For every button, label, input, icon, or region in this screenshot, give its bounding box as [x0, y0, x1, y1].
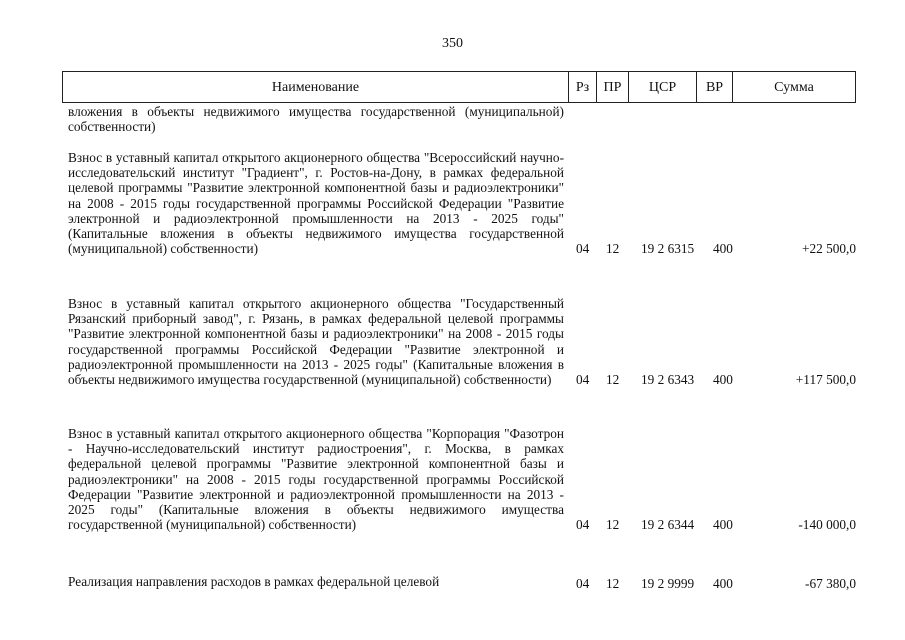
row-codes — [68, 517, 858, 532]
row-rz: 04 — [576, 517, 590, 533]
table-row — [68, 150, 858, 256]
row-rz: 04 — [576, 576, 590, 591]
row-pr: 12 — [606, 241, 620, 257]
row-pr: 12 — [606, 517, 620, 533]
row-csr: 19 2 9999 — [641, 576, 695, 591]
row-sum: -67 380,0 — [805, 576, 856, 591]
row-vr: 400 — [713, 241, 733, 257]
table-row — [68, 426, 858, 532]
row-description: вложения в объекты недвижимого имущества государственной (муниципальной) собственности) — [68, 104, 564, 135]
row-csr: 19 2 6315 — [641, 241, 695, 257]
table-header — [62, 71, 856, 103]
table-row — [68, 574, 858, 589]
header-sum: Сумма — [732, 72, 855, 102]
row-description: Взнос в уставный капитал открытого акционерного общества "Всероссийский научно-исследовательский институт "Градиент", г. Ростов-на-Дону, в рамках федеральной целевой программы "Развитие электронной компонентной базы и радиоэлектроники" на 2008 - 2015 годы государственной программы Российской Федерации "Развитие электронной и радиоэлектронной промышленности на 2013 - 2025 годы" (Капитальные вложения в объекты недвижимого имущества государственной (муниципальной) собственности) — [68, 150, 564, 257]
row-codes — [68, 241, 858, 256]
row-sum: -140 000,0 — [798, 517, 856, 533]
row-vr: 400 — [713, 517, 733, 533]
row-csr: 19 2 6343 — [641, 372, 695, 388]
table-row — [68, 104, 858, 134]
header-csr: ЦСР — [628, 72, 696, 102]
row-description: Реализация направления расходов в рамках федеральной целевой — [68, 574, 440, 589]
row-csr: 19 2 6344 — [641, 517, 695, 533]
row-sum: +117 500,0 — [795, 372, 856, 388]
header-rz: Рз — [568, 72, 596, 102]
row-pr: 12 — [606, 576, 620, 591]
header-pr: ПР — [596, 72, 628, 102]
row-pr: 12 — [606, 372, 620, 388]
row-rz: 04 — [576, 372, 590, 388]
row-description: Взнос в уставный капитал открытого акционерного общества "Корпорация "Фазотрон - Научно-исследовательский институт радиостроения", г. Москва, в рамках федеральной целевой программы "Развитие электронной компонентной базы и радиоэлектроники" на 2008 - 2015 годы государственной программы Российской Федерации "Развитие электронной и радиоэлектронной промышленности на 2013 - 2025 годы" (Капитальные вложения в объекты недвижимого имущества государственной (муниципальной) собственности) — [68, 426, 564, 533]
header-vr: ВР — [696, 72, 732, 102]
page-number: 350 — [442, 36, 463, 51]
row-rz: 04 — [576, 241, 590, 257]
row-description: Взнос в уставный капитал открытого акционерного общества "Государственный Рязанский приборный завод", г. Рязань, в рамках федеральной целевой программы "Развитие электронной компонентной базы и радиоэлектроники" на 2008 - 2015 годы государственной программы Российской Федерации "Развитие электронной и радиоэлектронной промышленности на 2013 - 2025 годы" (Капитальные вложения в объекты недвижимого имущества государственной (муниципальной) собственности) — [68, 296, 564, 388]
row-codes — [68, 372, 858, 387]
row-vr: 400 — [713, 372, 733, 388]
row-vr: 400 — [713, 576, 733, 591]
row-codes — [68, 576, 858, 591]
table-row — [68, 296, 858, 387]
row-sum: +22 500,0 — [801, 241, 856, 257]
header-name: Наименование — [271, 80, 360, 95]
